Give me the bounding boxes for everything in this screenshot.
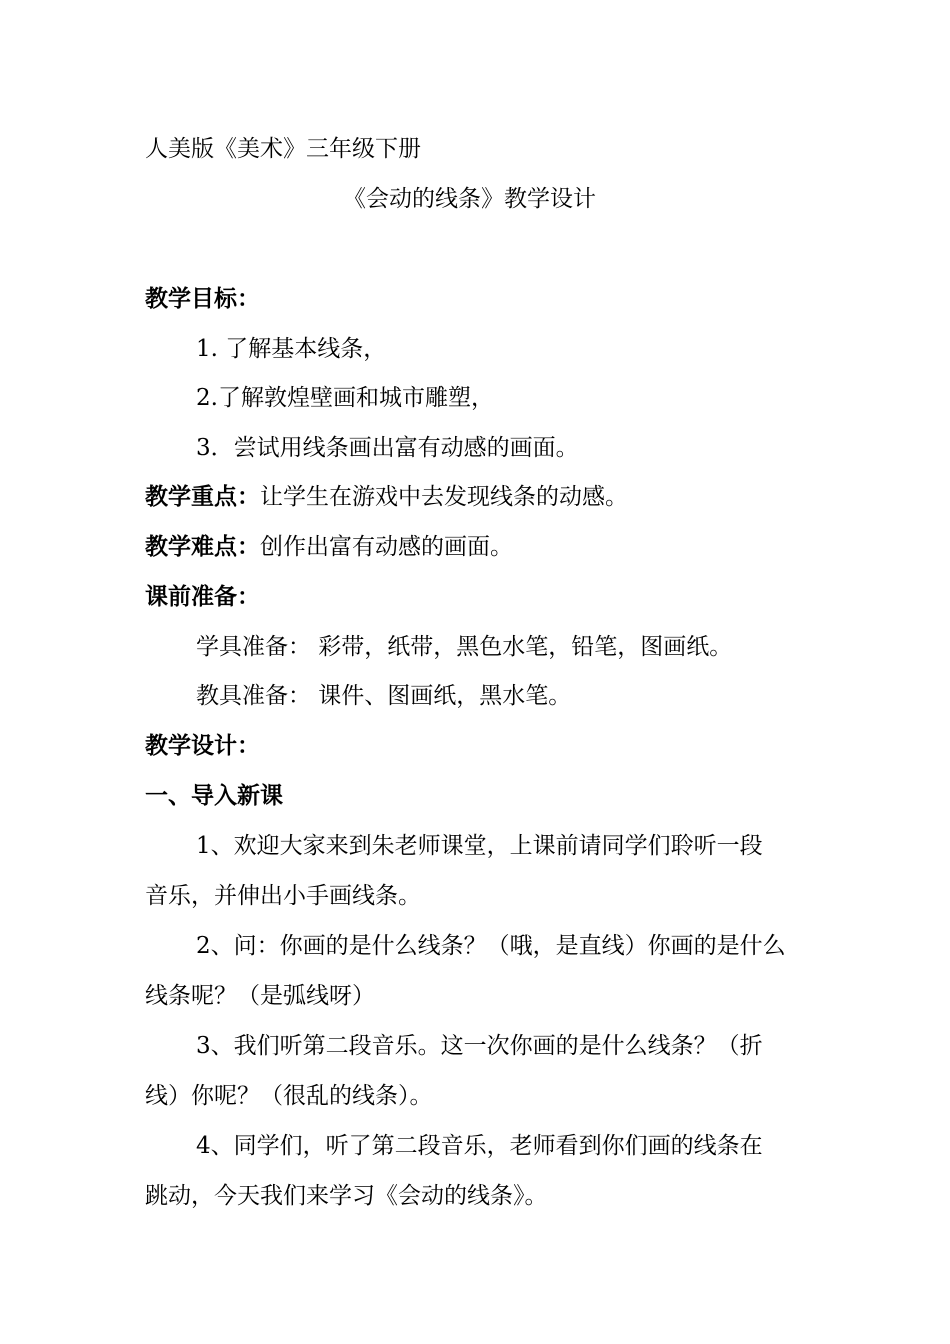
preparation-heading: 课前准备： [145, 584, 260, 610]
key-point-text: 让学生在游戏中去发现线条的动感。 [260, 484, 628, 510]
difficulty-label: 教学难点： [145, 534, 260, 560]
key-point-label: 教学重点： [145, 484, 260, 510]
paragraph-4-line-2: 跳动，今天我们来学习《会动的线条》。 [145, 1183, 548, 1209]
key-point-line [145, 482, 628, 512]
objective-item-2: 2.了解敦煌壁画和城市雕塑， [196, 385, 494, 411]
paragraph-2-line-1: 2、问：你画的是什么线条？（哦，是直线）你画的是什么 [196, 933, 786, 959]
objectives-heading: 教学目标： [145, 286, 260, 312]
paragraph-2-line-2: 线条呢？（是弧线呀） [145, 983, 375, 1009]
objective-item-3: 3．尝试用线条画出富有动感的画面。 [196, 435, 579, 461]
paragraph-4-line-1: 4、同学们，听了第二段音乐，老师看到你们画的线条在 [196, 1133, 763, 1159]
student-preparation: 学具准备： 彩带，纸带，黑色水笔，铅笔，图画纸。 [196, 634, 733, 660]
publisher-line: 人美版《美术》三年级下册 [145, 136, 421, 162]
paragraph-3-line-2: 线）你呢？（很乱的线条）。 [145, 1083, 433, 1109]
difficulty-text: 创作出富有动感的画面。 [260, 534, 513, 560]
paragraph-3-line-1: 3、我们听第二段音乐。这一次你画的是什么线条？（折 [196, 1033, 763, 1059]
section-1-title: 一、导入新课 [145, 783, 283, 809]
design-heading: 教学设计： [145, 733, 260, 759]
paragraph-1-line-2: 音乐，并伸出小手画线条。 [145, 883, 421, 909]
document-title: 《会动的线条》教学设计 [343, 186, 596, 212]
paragraph-1-line-1: 1、欢迎大家来到朱老师课堂，上课前请同学们聆听一段 [196, 833, 763, 859]
objective-item-1: 1. 了解基本线条， [196, 336, 387, 362]
teacher-preparation: 教具准备： 课件、图画纸，黑水笔。 [196, 683, 572, 709]
difficulty-line [145, 532, 513, 562]
